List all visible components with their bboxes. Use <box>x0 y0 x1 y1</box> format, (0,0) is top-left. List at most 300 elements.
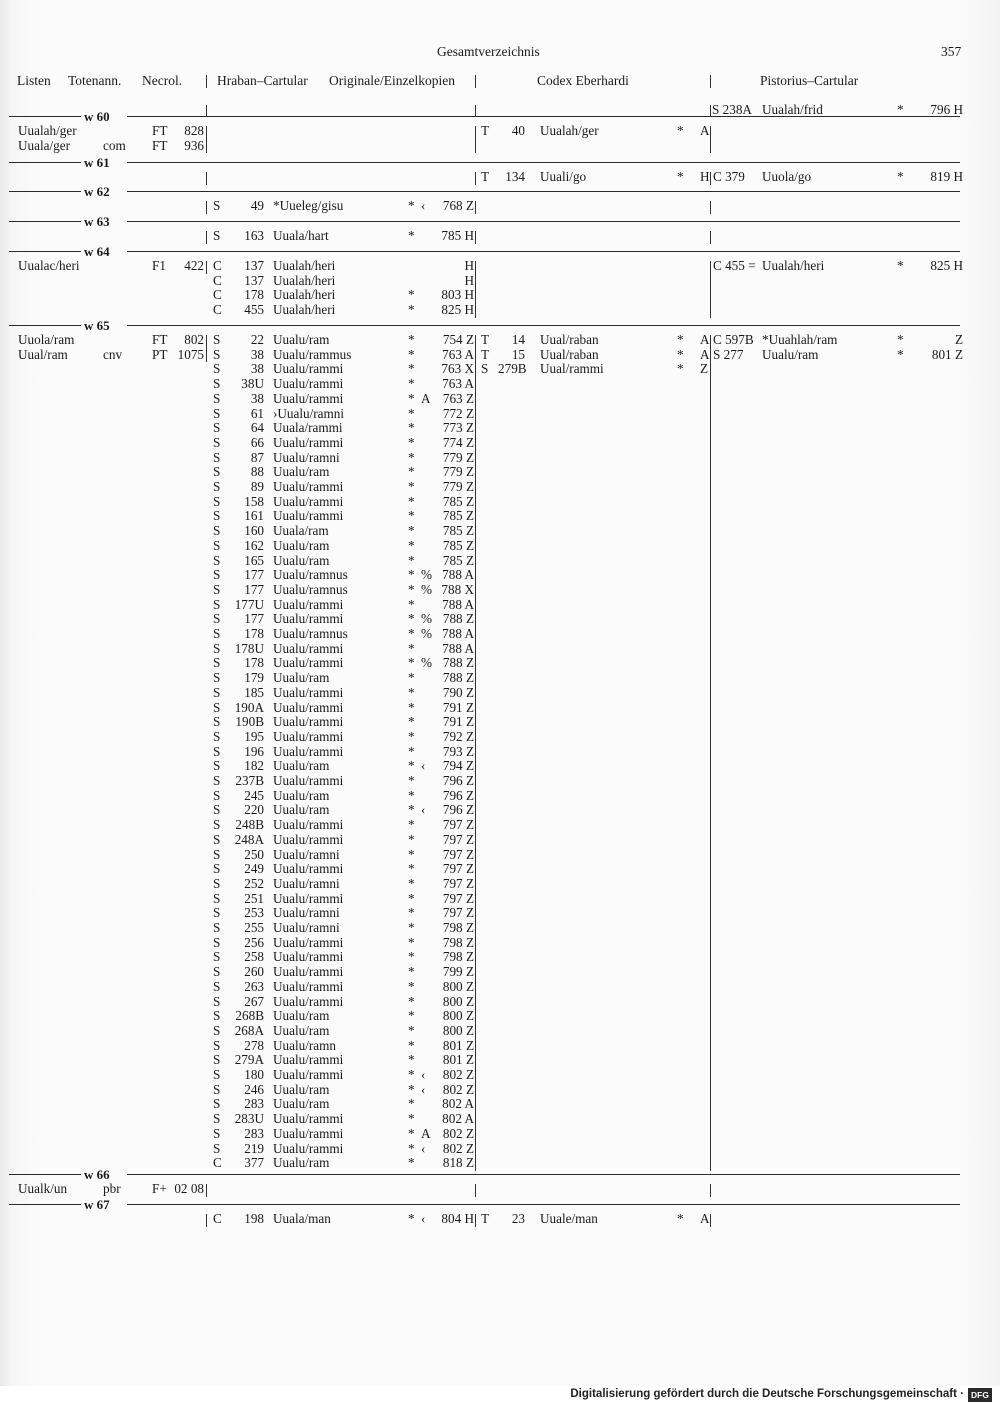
hraban-number: 278 <box>244 1037 264 1053</box>
hraban-year: 825 H <box>441 302 474 318</box>
hraban-sig: S <box>213 1008 221 1024</box>
hraban-number: 64 <box>250 420 264 436</box>
pistorius-sig: S 277 <box>713 346 744 362</box>
codex-sig: T <box>481 169 490 184</box>
hraban-star: * <box>408 743 415 759</box>
hraban-year: H <box>464 272 474 288</box>
hraban-sig: S <box>213 611 221 627</box>
pistorius-year: 801 Z <box>931 346 963 362</box>
codex-star: * <box>677 123 684 138</box>
hraban-star: * <box>408 1211 415 1226</box>
hraban-name: Uualu/ramnus <box>273 626 348 641</box>
hraban-name: Uualu/ram <box>273 787 330 803</box>
list-name: Uual/ram <box>18 346 68 362</box>
codex-star: * <box>677 332 684 347</box>
hraban-star: * <box>408 787 415 803</box>
hraban-year: 791 Z <box>442 714 474 730</box>
pistorius-year: 825 H <box>930 258 963 273</box>
hraban-name: Uualu/rammi <box>273 684 344 700</box>
hraban-number: 198 <box>244 1211 264 1226</box>
hraban-number: 182 <box>244 758 264 774</box>
separator-line <box>9 251 81 252</box>
pistorius-star: * <box>897 346 904 362</box>
pistorius-star: * <box>897 102 904 117</box>
codex-name: Uuali/go <box>540 169 587 184</box>
column-divider <box>206 261 207 274</box>
hraban-number: 180 <box>244 1067 264 1082</box>
hraban-sig: S <box>213 964 221 980</box>
hraban-star: * <box>408 198 415 213</box>
hraban-sig: S <box>213 846 221 862</box>
hraban-sig: S <box>213 1037 221 1053</box>
hraban-name: Uualu/rammi <box>273 390 344 406</box>
necrol-number: 422 <box>184 258 204 273</box>
hraban-star: * <box>408 846 415 862</box>
hraban-star: * <box>408 728 415 744</box>
column-divider <box>475 1214 476 1227</box>
col-header-originale: Originale/Einzelkopien <box>329 73 455 88</box>
hraban-year: 788 Z <box>442 611 474 627</box>
hraban-name: Uualu/rammi <box>273 831 344 847</box>
hraban-year: 801 Z <box>442 1052 474 1068</box>
codex-name: Uualah/ger <box>540 123 599 138</box>
hraban-mark: % <box>421 581 432 597</box>
codex-name: Uual/rammi <box>540 361 604 377</box>
hraban-star: * <box>408 464 415 480</box>
hraban-mark: ‹ <box>421 198 426 213</box>
separator-line <box>127 1174 960 1175</box>
hraban-star: * <box>408 493 415 509</box>
footer-credit: Digitalisierung gefördert durch die Deutsche Forschungsgemeinschaft · <box>570 1388 964 1400</box>
hraban-star: * <box>408 1111 415 1127</box>
hraban-star: * <box>408 1067 415 1082</box>
codex-tag: A <box>700 1211 710 1226</box>
hraban-sig: S <box>213 1022 221 1038</box>
hraban-star: * <box>408 655 415 671</box>
hraban-name: ›Uualu/ramni <box>273 405 345 421</box>
hraban-star: * <box>408 993 415 1009</box>
hraban-sig: S <box>213 714 221 730</box>
hraban-year: 763 A <box>442 376 474 392</box>
hraban-name: Uualu/rammi <box>273 361 344 377</box>
hraban-name: Uualu/rammi <box>273 1111 344 1127</box>
hraban-sig: S <box>213 949 221 965</box>
hraban-name: Uualah/heri <box>273 258 336 273</box>
codex-number: 134 <box>505 169 525 184</box>
hraban-name: Uualu/rammi <box>273 949 344 965</box>
hraban-year: 804 H <box>441 1211 474 1226</box>
hraban-sig: S <box>213 684 221 700</box>
hraban-year: H <box>464 258 474 273</box>
column-divider <box>206 172 207 185</box>
hraban-mark: ‹ <box>421 1211 426 1226</box>
hraban-sig: S <box>213 831 221 847</box>
hraban-name: Uualu/ram <box>273 1081 330 1097</box>
hraban-year: 774 Z <box>442 434 474 450</box>
hraban-star: * <box>408 699 415 715</box>
hraban-star: * <box>408 420 415 436</box>
hraban-mark: ‹ <box>421 1067 426 1082</box>
pistorius-year: Z <box>954 332 963 347</box>
hraban-sig: S <box>213 508 221 524</box>
hraban-number: 279A <box>234 1052 264 1068</box>
hraban-sig: S <box>213 581 221 597</box>
hraban-number: 88 <box>250 464 264 480</box>
list-name: Uualk/un <box>18 1181 68 1196</box>
hraban-number: 190B <box>235 714 264 730</box>
hraban-number: 249 <box>244 861 264 877</box>
hraban-year: 793 Z <box>442 743 474 759</box>
hraban-name: Uualah/heri <box>273 302 336 318</box>
hraban-star: * <box>408 934 415 950</box>
hraban-star: * <box>408 905 415 921</box>
pistorius-sig: S 238A <box>712 102 752 117</box>
hraban-star: * <box>408 1140 415 1156</box>
hraban-star: * <box>408 346 415 362</box>
pistorius-star: * <box>897 169 904 184</box>
column-divider <box>475 261 476 318</box>
column-divider <box>710 335 711 1171</box>
column-divider <box>710 105 711 117</box>
hraban-number: 177 <box>244 567 264 583</box>
hraban-year: 785 Z <box>442 508 474 524</box>
hraban-sig: S <box>213 1067 221 1082</box>
hraban-name: Uuala/hart <box>273 228 329 243</box>
hraban-star: * <box>408 714 415 730</box>
hraban-star: * <box>408 626 415 641</box>
hraban-year: 790 Z <box>442 684 474 700</box>
hraban-sig: S <box>213 567 221 583</box>
hraban-year: 797 Z <box>442 831 474 847</box>
hraban-name: Uualu/rammi <box>273 1052 344 1068</box>
hraban-name: Uualu/rammi <box>273 699 344 715</box>
hraban-number: 252 <box>244 875 264 891</box>
codex-sig: T <box>481 332 490 347</box>
column-divider <box>206 231 207 244</box>
hraban-sig: C <box>213 1211 222 1226</box>
hraban-mark: % <box>421 611 432 627</box>
hraban-sig: S <box>213 198 221 213</box>
hraban-number: 246 <box>244 1081 264 1097</box>
hraban-sig: S <box>213 449 221 465</box>
column-divider <box>475 105 476 117</box>
hraban-sig: S <box>213 978 221 994</box>
hraban-name: Uualu/rammi <box>273 1125 344 1141</box>
hraban-star: * <box>408 611 415 627</box>
hraban-name: Uualu/rammi <box>273 773 344 788</box>
list-name: Uuala/ger <box>18 137 70 153</box>
hraban-name: Uualu/ramni <box>273 875 340 891</box>
hraban-sig: S <box>213 523 221 539</box>
hraban-number: 455 <box>244 302 264 318</box>
hraban-star: * <box>408 1008 415 1024</box>
group-label: w 60 <box>84 109 110 124</box>
hraban-sig: S <box>213 626 221 641</box>
hraban-sig: S <box>213 655 221 671</box>
dfg-logo: DFG <box>968 1388 992 1402</box>
pistorius-name: Uuola/go <box>762 169 812 184</box>
hraban-sig: S <box>213 332 221 347</box>
list-name: Uuola/ram <box>18 332 75 347</box>
hraban-year: 802 Z <box>442 1125 474 1141</box>
hraban-mark: ‹ <box>421 1140 426 1156</box>
hraban-number: 22 <box>250 332 264 347</box>
codex-tag: Z <box>700 361 709 377</box>
pistorius-name: Uualu/ram <box>762 346 819 362</box>
hraban-year: 779 Z <box>442 449 474 465</box>
hraban-year: 800 Z <box>442 1008 474 1024</box>
header-divider <box>206 75 207 88</box>
hraban-sig: S <box>213 390 221 406</box>
hraban-sig: S <box>213 817 221 833</box>
separator-line <box>9 325 81 326</box>
group-label: w 66 <box>84 1167 110 1182</box>
necrol-number: 02 08 <box>174 1181 204 1196</box>
col-header-pistorius: Pistorius–Cartular <box>760 73 859 88</box>
hraban-number: 38 <box>250 390 264 406</box>
hraban-sig: S <box>213 773 221 788</box>
hraban-number: 248A <box>234 831 264 847</box>
pistorius-name: *Uuahlah/ram <box>762 332 838 347</box>
hraban-sig: S <box>213 361 221 377</box>
hraban-number: 137 <box>244 272 264 288</box>
codex-number: 279B <box>498 361 527 377</box>
hraban-mark: % <box>421 567 432 583</box>
group-label: w 62 <box>84 184 110 199</box>
hraban-sig: S <box>213 1052 221 1068</box>
column-divider <box>206 126 207 153</box>
pistorius-sig: C 597B <box>713 332 754 347</box>
col-header-totenann: Totenann. <box>68 73 122 88</box>
hraban-name: Uualah/heri <box>273 272 336 288</box>
hraban-name: Uualu/rammi <box>273 964 344 980</box>
codex-star: * <box>677 1211 684 1226</box>
separator-line <box>9 221 81 222</box>
codex-name: Uual/raban <box>540 346 599 362</box>
hraban-sig: S <box>213 376 221 392</box>
hraban-star: * <box>408 875 415 891</box>
hraban-year: 802 Z <box>442 1067 474 1082</box>
hraban-star: * <box>408 861 415 877</box>
hraban-name: Uualu/rammi <box>273 493 344 509</box>
column-divider <box>710 1214 711 1227</box>
hraban-name: Uualu/ramnus <box>273 567 348 583</box>
hraban-star: * <box>408 302 415 318</box>
hraban-year: 788 X <box>441 581 474 597</box>
hraban-sig: S <box>213 1125 221 1141</box>
column-divider <box>475 1184 476 1197</box>
hraban-number: 87 <box>250 449 264 465</box>
hraban-year: 788 A <box>442 596 474 612</box>
hraban-number: 250 <box>244 846 264 862</box>
hraban-year: 802 Z <box>442 1081 474 1097</box>
hraban-sig: S <box>213 493 221 509</box>
hraban-year: 796 Z <box>442 773 474 788</box>
hraban-number: 258 <box>244 949 264 965</box>
hraban-sig: C <box>213 287 222 303</box>
hraban-name: Uualu/rammi <box>273 596 344 612</box>
hraban-year: 802 Z <box>442 1140 474 1156</box>
hraban-number: 268A <box>234 1022 264 1038</box>
hraban-year: 763 Z <box>442 390 474 406</box>
hraban-star: * <box>408 287 415 303</box>
codex-number: 40 <box>511 123 525 138</box>
codex-tag: A <box>700 123 710 138</box>
hraban-sig: S <box>213 537 221 553</box>
hraban-year: 763 A <box>442 346 474 362</box>
hraban-star: * <box>408 1081 415 1097</box>
hraban-sig: S <box>213 640 221 656</box>
column-divider <box>206 1184 207 1197</box>
hraban-name: Uualu/ramni <box>273 846 340 862</box>
hraban-number: 162 <box>244 537 264 553</box>
necrol-code: FT <box>152 137 168 153</box>
necrol-number: 936 <box>184 137 204 153</box>
hraban-sig: S <box>213 728 221 744</box>
hraban-star: * <box>408 434 415 450</box>
hraban-year: 773 Z <box>442 420 474 436</box>
hraban-name: Uualu/rammi <box>273 376 344 392</box>
hraban-star: * <box>408 596 415 612</box>
hraban-sig: S <box>213 405 221 421</box>
hraban-year: 785 Z <box>442 537 474 553</box>
list-name: Uualac/heri <box>18 258 80 273</box>
hraban-number: 260 <box>244 964 264 980</box>
hraban-mark: ‹ <box>421 1081 426 1097</box>
hraban-number: 61 <box>250 405 264 421</box>
hraban-sig: S <box>213 934 221 950</box>
hraban-star: * <box>408 537 415 553</box>
hraban-sig: S <box>213 434 221 450</box>
column-divider <box>710 231 711 244</box>
hraban-star: * <box>408 831 415 847</box>
hraban-name: Uualu/ram <box>273 670 330 686</box>
hraban-name: Uualu/ramni <box>273 905 340 921</box>
hraban-year: 788 A <box>442 640 474 656</box>
hraban-number: 283 <box>244 1096 264 1112</box>
hraban-year: 797 Z <box>442 861 474 877</box>
group-label: w 61 <box>84 155 110 170</box>
column-divider <box>475 126 476 153</box>
list-name: Uualah/ger <box>18 123 77 138</box>
hraban-year: 779 Z <box>442 464 474 480</box>
hraban-year: 818 Z <box>442 1155 474 1171</box>
group-label: w 65 <box>84 318 110 333</box>
hraban-number: 163 <box>244 228 264 243</box>
hraban-name: Uuala/rammi <box>273 420 343 436</box>
separator-line <box>127 191 960 192</box>
hraban-number: 66 <box>250 434 264 450</box>
hraban-name: Uualu/rammi <box>273 1140 344 1156</box>
column-divider <box>206 335 207 362</box>
hraban-star: * <box>408 964 415 980</box>
hraban-name: Uualu/ramni <box>273 920 340 935</box>
hraban-star: * <box>408 684 415 700</box>
hraban-sig: S <box>213 875 221 891</box>
page-number: 357 <box>941 44 962 59</box>
hraban-name: Uualu/ramn <box>273 1037 336 1053</box>
hraban-number: 165 <box>244 552 264 568</box>
hraban-year: 779 Z <box>442 479 474 494</box>
hraban-year: 797 Z <box>442 905 474 921</box>
hraban-number: 185 <box>244 684 264 700</box>
hraban-name: Uualu/rammi <box>273 861 344 877</box>
totenann: cnv <box>103 346 123 362</box>
hraban-year: 796 Z <box>442 802 474 818</box>
separator-line <box>9 162 81 163</box>
hraban-name: Uuala/man <box>273 1211 331 1226</box>
hraban-number: 158 <box>244 493 264 509</box>
hraban-name: Uualu/ram <box>273 758 330 774</box>
hraban-sig: S <box>213 890 221 906</box>
hraban-number: 237B <box>235 773 264 788</box>
hraban-sig: S <box>213 758 221 774</box>
codex-tag: A <box>700 346 710 362</box>
hraban-number: 256 <box>244 934 264 950</box>
hraban-star: * <box>408 523 415 539</box>
hraban-sig: S <box>213 420 221 436</box>
hraban-name: *Uueleg/gisu <box>273 198 344 213</box>
hraban-sig: S <box>213 905 221 921</box>
hraban-number: 255 <box>244 920 264 935</box>
column-divider <box>206 201 207 214</box>
hraban-number: 137 <box>244 258 264 273</box>
hraban-name: Uualu/ram <box>273 1022 330 1038</box>
hraban-number: 178 <box>244 287 264 303</box>
hraban-sig: C <box>213 258 222 273</box>
codex-number: 14 <box>511 332 525 347</box>
hraban-number: 178U <box>234 640 264 656</box>
hraban-number: 263 <box>244 978 264 994</box>
codex-star: * <box>677 346 684 362</box>
necrol-code: PT <box>152 346 168 362</box>
hraban-name: Uualu/rammi <box>273 743 344 759</box>
hraban-year: 788 A <box>442 567 474 583</box>
codex-tag: H <box>700 169 710 184</box>
hraban-sig: S <box>213 1111 221 1127</box>
hraban-number: 245 <box>244 787 264 803</box>
hraban-name: Uualu/rammi <box>273 1067 344 1082</box>
hraban-name: Uualu/ram <box>273 464 330 480</box>
hraban-star: * <box>408 390 415 406</box>
column-divider <box>475 172 476 185</box>
separator-line <box>9 116 81 117</box>
hraban-mark: ‹ <box>421 758 426 774</box>
hraban-mark: A <box>421 1125 431 1141</box>
necrol-number: 802 <box>184 332 204 347</box>
totenann: pbr <box>103 1181 121 1196</box>
hraban-star: * <box>408 1052 415 1068</box>
col-header-necrol: Necrol. <box>142 73 183 88</box>
hraban-number: 177U <box>234 596 264 612</box>
hraban-year: 800 Z <box>442 978 474 994</box>
hraban-year: 788 A <box>442 626 474 641</box>
codex-sig: T <box>481 346 490 362</box>
hraban-year: 788 Z <box>442 670 474 686</box>
hraban-sig: S <box>213 1081 221 1097</box>
hraban-year: 763 X <box>441 361 474 377</box>
hraban-year: 788 Z <box>442 655 474 671</box>
separator-line <box>9 1204 81 1205</box>
hraban-mark: % <box>421 626 432 641</box>
hraban-sig: S <box>213 670 221 686</box>
hraban-name: Uualu/ram <box>273 1008 330 1024</box>
column-divider <box>710 261 711 318</box>
hraban-year: 799 Z <box>442 964 474 980</box>
hraban-name: Uualu/rammi <box>273 434 344 450</box>
hraban-year: 798 Z <box>442 920 474 935</box>
hraban-year: 802 A <box>442 1096 474 1112</box>
